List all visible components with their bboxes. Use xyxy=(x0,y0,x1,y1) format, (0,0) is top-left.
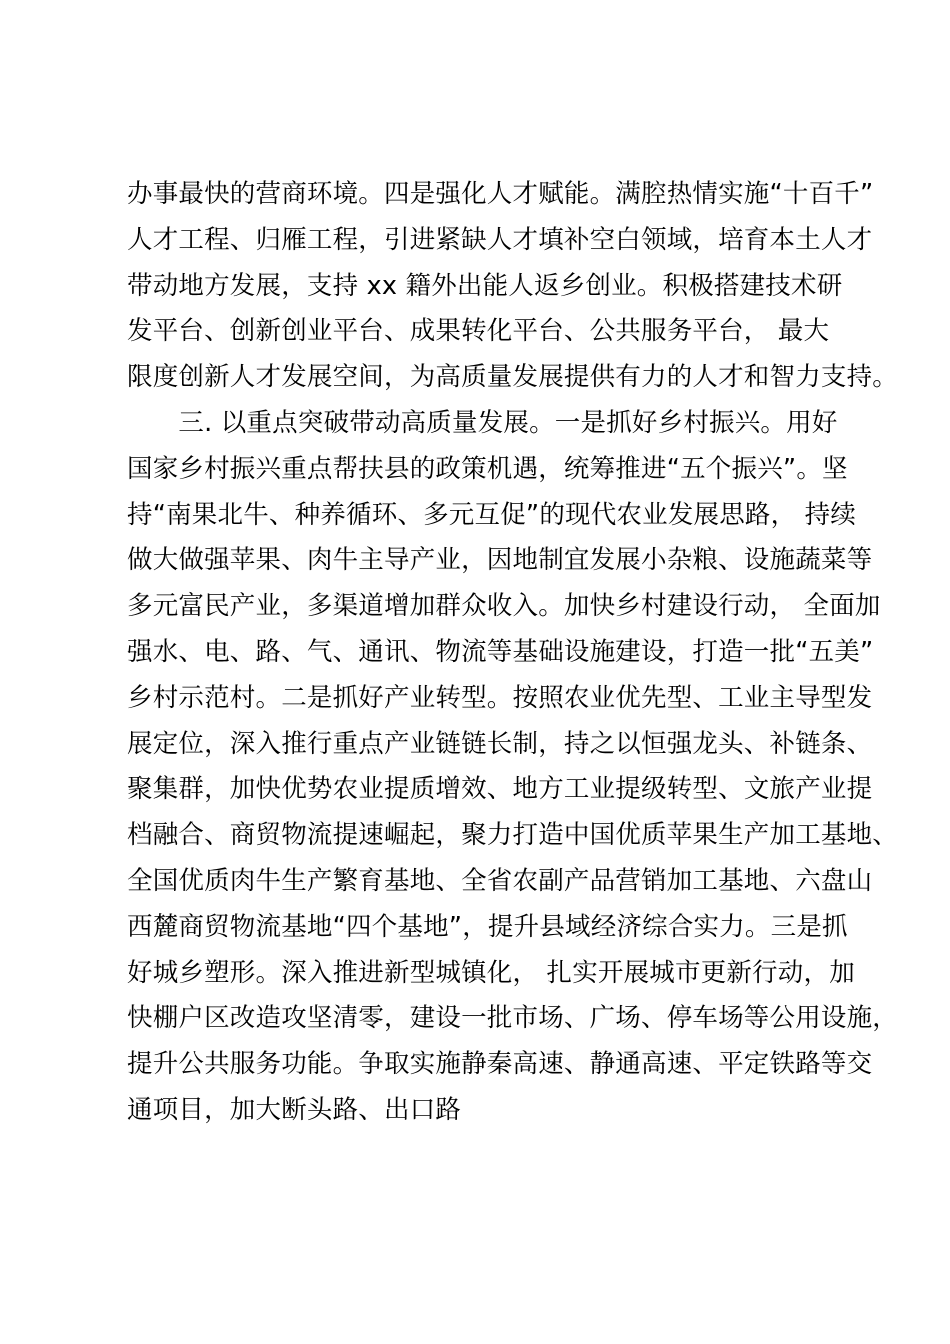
text-line: 做大做强苹果、肉牛主导产业，因地制宜发展小杂粮、设施蔬菜等 xyxy=(127,545,873,576)
text-line: 发平台、创新创业平台、成果转化平台、公共服务平台， 最大 xyxy=(127,316,830,347)
text-line: 通项目，加大断头路、出口路 xyxy=(127,1094,462,1125)
text-line: 持“南果北牛、种养循环、多元互促”的现代农业发展思路， 持续 xyxy=(127,499,857,530)
text-line: 提升公共服务功能。争取实施静秦高速、静通高速、平定铁路等交 xyxy=(127,1049,873,1080)
text-line: 档融合、商贸物流提速崛起，聚力打造中国优质苹果生产加工基地、 xyxy=(127,820,899,851)
text-line: 多元富民产业，多渠道增加群众收入。加快乡村建设行动， 全面加 xyxy=(127,591,881,622)
text-line: 快棚户区改造攻坚清零，建设一批市场、广场、停车场等公用设施， xyxy=(127,1003,899,1034)
text-line: 展定位，深入推行重点产业链链长制，持之以恒强龙头、补链条、 xyxy=(127,728,873,759)
text-line: 全国优质肉牛生产繁育基地、全省农副产品营销加工基地、六盘山 xyxy=(127,865,873,896)
text-line: 强水、电、路、气、通讯、物流等基础设施建设，打造一批“五美” xyxy=(127,636,874,667)
text-line: 乡村示范村。二是抓好产业转型。按照农业优先型、工业主导型发 xyxy=(127,682,873,713)
body-text xyxy=(127,172,899,1134)
text-line: 办事最快的营商环境。四是强化人才赋能。满腔热情实施“十百千” xyxy=(127,179,874,209)
text-line: 人才工程、归雁工程，引进紧缺人才填补空白领域，培育本土人才 xyxy=(127,224,873,255)
section-heading-line: 三. 以重点突破带动高质量发展。一是抓好乡村振兴。用好 xyxy=(127,407,838,438)
text-line: 西麓商贸物流基地“四个基地”，提升县域经济综合实力。三是抓 xyxy=(127,911,848,942)
text-line: 好城乡塑形。深入推进新型城镇化， 扎实开展城市更新行动，加 xyxy=(127,957,855,988)
text-line: 限度创新人才发展空间，为高质量发展提供有力的人才和智力支持。 xyxy=(127,362,899,393)
text-line: 国家乡村振兴重点帮扶县的政策机遇，统筹推进“五个振兴”。坚 xyxy=(127,453,848,484)
text-line: 带动地方发展，支持 xx 籍外出能人返乡创业。积极搭建技术研 xyxy=(127,270,843,301)
text-line: 聚集群，加快优势农业提质增效、地方工业提级转型、文旅产业提 xyxy=(127,774,873,805)
